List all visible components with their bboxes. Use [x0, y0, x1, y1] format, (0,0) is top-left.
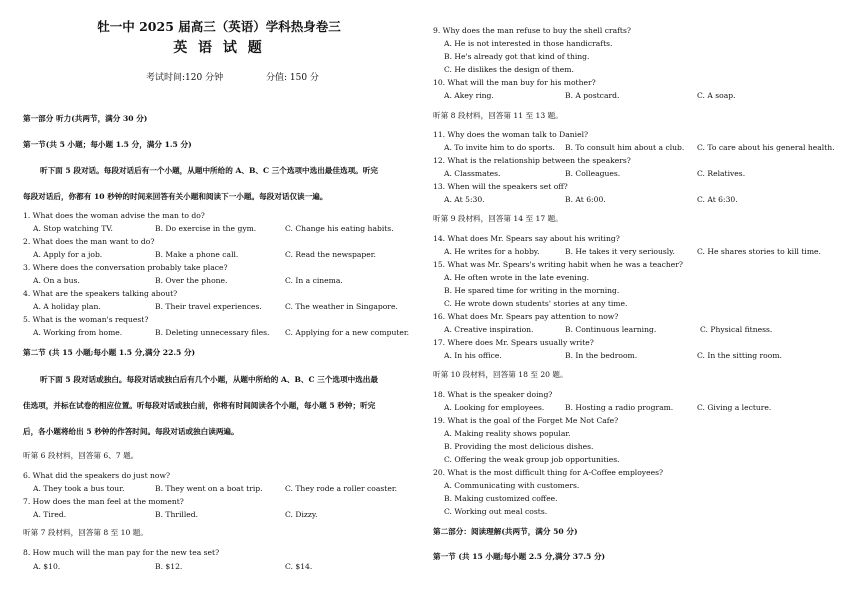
option-b[interactable]: B. Their travel experiences.: [155, 302, 262, 311]
option-b[interactable]: B. To consult him about a club.: [565, 143, 685, 152]
part1-section1-heading: 第一节(共 5 小题；每小题 1.5 分，满分 1.5 分): [23, 140, 192, 149]
option-c[interactable]: C. Relatives.: [697, 169, 746, 178]
option-b[interactable]: B. Making customized coffee.: [444, 494, 558, 503]
option-b[interactable]: B. $12.: [155, 562, 183, 571]
question-stem: 12. What is the relationship between the speakers?: [433, 156, 631, 165]
option-a[interactable]: A. A holiday plan.: [33, 302, 101, 311]
part1-section2-instructions: 后，各小题将给出 5 秒钟的作答时间。每段对话或独白读两遍。: [23, 427, 239, 436]
option-b[interactable]: B. Make a phone call.: [155, 250, 239, 259]
exam-title: 牡一中 2025 届高三（英语）学科热身卷三: [97, 19, 341, 34]
question-stem: 5. What is the woman's request?: [23, 315, 149, 324]
material-intro: 听第 9 段材料，回答第 14 至 17 题。: [433, 214, 563, 223]
exam-subtitle: 英 语 试 题: [173, 40, 265, 56]
option-c[interactable]: C. To care about his general health.: [697, 143, 835, 152]
option-c[interactable]: C. He shares stories to kill time.: [697, 247, 821, 256]
part1-section2-instructions: 佳选项，并标在试卷的相应位置。听每段对话或独白前，你将有时间阅读各个小题，每小题 5 秒钟；听完: [23, 401, 376, 410]
option-b[interactable]: B. They went on a boat trip.: [155, 484, 263, 493]
option-c[interactable]: C. A soap.: [697, 91, 736, 100]
option-b[interactable]: B. Do exercise in the gym.: [155, 224, 257, 233]
material-intro: 听第 10 段材料，回答第 18 至 20 题。: [433, 370, 568, 379]
option-c[interactable]: C. Read the newspaper.: [285, 250, 376, 259]
part2-heading: 第二部分：阅读理解(共两节，满分 50 分): [433, 527, 578, 536]
option-a[interactable]: A. He writes for a hobby.: [444, 247, 540, 256]
option-c[interactable]: C. Dizzy.: [285, 510, 318, 519]
option-b[interactable]: B. Thrilled.: [155, 510, 199, 519]
option-c[interactable]: C. He dislikes the design of them.: [444, 65, 574, 74]
part1-section1-instructions: 听下面 5 段对话。每段对话后有一个小题，从题中所给的 A、B、C 三个选项中选出最佳选项。听完: [40, 166, 378, 175]
option-a[interactable]: A. He often wrote in the late evening.: [444, 273, 589, 282]
option-c[interactable]: C. The weather in Singapore.: [285, 302, 398, 311]
option-a[interactable]: A. Stop watching TV.: [33, 224, 113, 233]
option-a[interactable]: A. Apply for a job.: [33, 250, 103, 259]
option-c[interactable]: C. Giving a lecture.: [697, 403, 772, 412]
question-stem: 10. What will the man buy for his mother?: [433, 78, 596, 87]
question-stem: 3. Where does the conversation probably take place?: [23, 263, 228, 272]
option-c[interactable]: C. He wrote down students' stories at any time.: [444, 299, 628, 308]
option-c[interactable]: C. Working out meal costs.: [444, 507, 548, 516]
option-a[interactable]: A. Working from home.: [33, 328, 123, 337]
option-a[interactable]: A. Looking for employees.: [444, 403, 545, 412]
part1-heading: 第一部分 听力(共两节，满分 30 分): [23, 114, 148, 123]
option-a[interactable]: A. They took a bus tour.: [33, 484, 125, 493]
option-a[interactable]: A. In his office.: [444, 351, 502, 360]
material-intro: 听第 8 段材料，回答第 11 至 13 题。: [433, 111, 563, 120]
option-c[interactable]: C. They rode a roller coaster.: [285, 484, 398, 493]
option-a[interactable]: A. Creative inspiration.: [444, 325, 534, 334]
question-stem: 18. What is the speaker doing?: [433, 390, 553, 399]
question-stem: 19. What is the goal of the Forget Me Not Cafe?: [433, 416, 619, 425]
option-b[interactable]: B. Colleagues.: [565, 169, 621, 178]
question-stem: 8. How much will the man pay for the new tea set?: [23, 548, 220, 557]
option-b[interactable]: B. At 6:00.: [565, 195, 606, 204]
question-stem: 2. What does the man want to do?: [23, 237, 155, 246]
part1-section2-instructions: 听下面 5 段对话或独白。每段对话或独白后有几个小题，从题中所给的 A、B、C 三个选项中选出最: [40, 375, 378, 384]
option-a[interactable]: A. He is not interested in those handicrafts.: [444, 39, 613, 48]
question-stem: 20. What is the most difficult thing for A-Coffee employees?: [433, 468, 664, 477]
question-stem: 13. When will the speakers set off?: [433, 182, 568, 191]
option-a[interactable]: A. Tired.: [33, 510, 67, 519]
question-stem: 17. Where does Mr. Spears usually write?: [433, 338, 594, 347]
option-a[interactable]: A. Akey ring.: [444, 91, 494, 100]
question-stem: 15. What was Mr. Spears's writing habit when he was a teacher?: [433, 260, 683, 269]
material-intro: 听第 6 段材料，回答第 6、7 题。: [23, 451, 139, 460]
option-a[interactable]: A. $10.: [33, 562, 61, 571]
option-b[interactable]: B. In the bedroom.: [565, 351, 638, 360]
option-a[interactable]: A. Communicating with customers.: [444, 481, 580, 490]
option-b[interactable]: B. Over the phone.: [155, 276, 228, 285]
question-stem: 11. Why does the woman talk to Daniel?: [433, 130, 589, 139]
option-c[interactable]: C. At 6:30.: [697, 195, 738, 204]
question-stem: 9. Why does the man refuse to buy the shell crafts?: [433, 26, 631, 35]
option-a[interactable]: A. Classmates.: [444, 169, 501, 178]
option-a[interactable]: A. Making reality shows popular.: [444, 429, 571, 438]
option-b[interactable]: B. Hosting a radio program.: [565, 403, 674, 412]
option-c[interactable]: C. Change his eating habits.: [285, 224, 394, 233]
question-stem: 1. What does the woman advise the man to do?: [23, 211, 205, 220]
option-a[interactable]: A. At 5:30.: [444, 195, 485, 204]
option-a[interactable]: A. On a bus.: [33, 276, 80, 285]
option-b[interactable]: B. He's already got that kind of thing.: [444, 52, 590, 61]
option-b[interactable]: B. A postcard.: [565, 91, 620, 100]
option-b[interactable]: B. Continuous learning.: [565, 325, 657, 334]
option-c[interactable]: C. Physical fitness.: [700, 325, 773, 334]
question-stem: 4. What are the speakers talking about?: [23, 289, 178, 298]
option-c[interactable]: C. Applying for a new computer.: [285, 328, 410, 337]
option-c[interactable]: C. Offering the weak group job opportunities.: [444, 455, 620, 464]
option-b[interactable]: B. He spared time for writing in the morning.: [444, 286, 620, 295]
option-b[interactable]: B. Providing the most delicious dishes.: [444, 442, 594, 451]
part2-section1-heading: 第一节 (共 15 小题;每小题 2.5 分,满分 37.5 分): [433, 552, 606, 561]
question-stem: 14. What does Mr. Spears say about his writing?: [433, 234, 620, 243]
part1-section1-instructions: 每段对话后，你都有 10 秒钟的时间来回答有关小题和阅读下一小题。每段对话仅读一遍。: [23, 192, 328, 201]
option-c[interactable]: C. In a cinema.: [285, 276, 343, 285]
option-c[interactable]: C. $14.: [285, 562, 313, 571]
exam-score: 分值: 150 分: [266, 73, 319, 83]
question-stem: 16. What does Mr. Spears pay attention to now?: [433, 312, 619, 321]
material-intro: 听第 7 段材料，回答第 8 至 10 题。: [23, 528, 148, 537]
part1-section2-heading: 第二节 (共 15 小题;每小题 1.5 分,满分 22.5 分): [23, 348, 196, 357]
question-stem: 6. What did the speakers do just now?: [23, 471, 171, 480]
option-a[interactable]: A. To invite him to do sports.: [444, 143, 555, 152]
option-b[interactable]: B. Deleting unnecessary files.: [155, 328, 270, 337]
exam-time: 考试时间:120 分钟: [146, 73, 224, 83]
option-c[interactable]: C. In the sitting room.: [697, 351, 782, 360]
option-b[interactable]: B. He takes it very seriously.: [565, 247, 675, 256]
question-stem: 7. How does the man feel at the moment?: [23, 497, 184, 506]
